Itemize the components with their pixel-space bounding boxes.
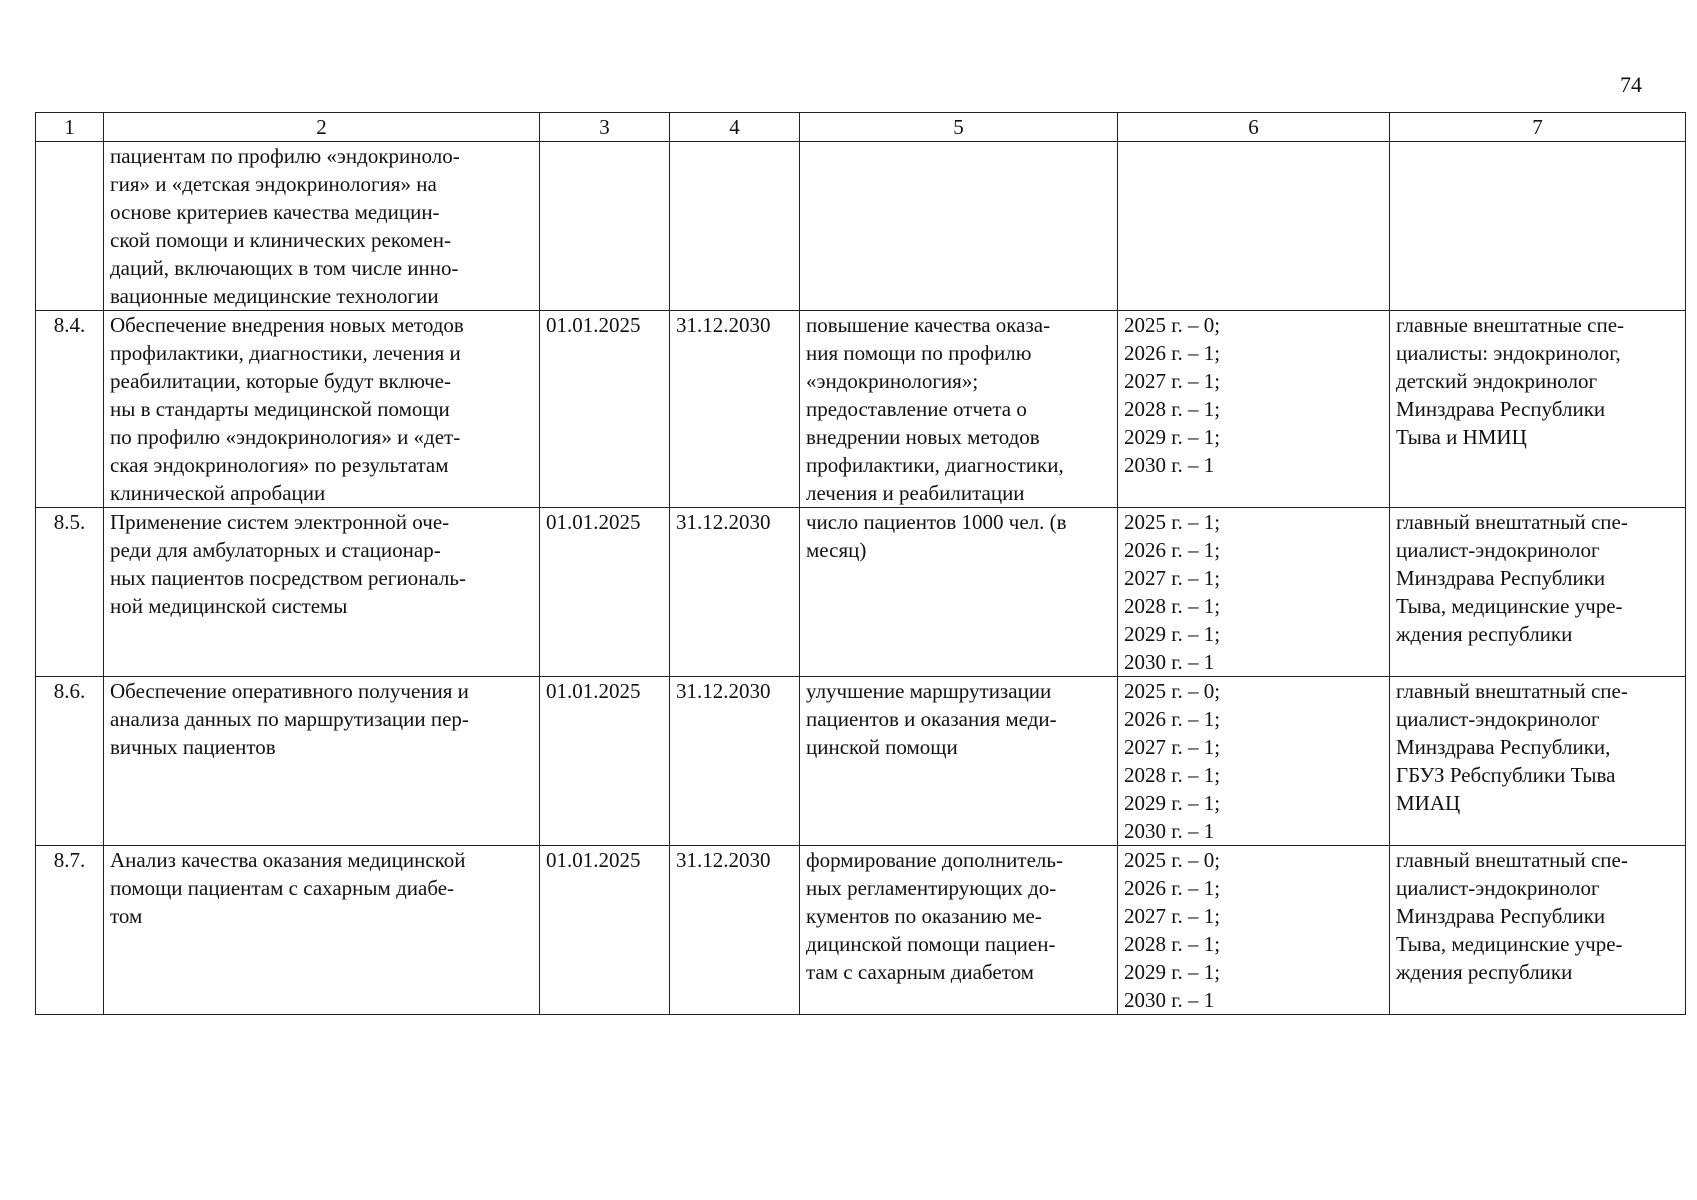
activity-table [35,112,1686,1015]
end-date-cell [670,142,800,311]
responsible-cell: главный внештатный спе- циалист-эндокринолог Минздрава Республики Тыва, медицинские учре- ждения республики [1390,846,1686,1015]
responsible-cell [1390,142,1686,311]
column-header-1: 1 [36,113,104,142]
start-date-cell [540,142,670,311]
result-cell: повышение качества оказа- ния помощи по профилю «эндокринология»; предоставление отчета о внедрении новых методов профилактики, диагностики, лечения и реабилитации [800,311,1118,508]
indicators-cell: 2025 г. – 0; 2026 г. – 1; 2027 г. – 1; 2028 г. – 1; 2029 г. – 1; 2030 г. – 1 [1118,846,1390,1015]
table-row [36,677,1686,846]
indicators-cell: 2025 г. – 0; 2026 г. – 1; 2027 г. – 1; 2028 г. – 1; 2029 г. – 1; 2030 г. – 1 [1118,677,1390,846]
header-row [36,113,1686,142]
row-number [36,142,104,311]
indicators-cell: 2025 г. – 1; 2026 г. – 1; 2027 г. – 1; 2028 г. – 1; 2029 г. – 1; 2030 г. – 1 [1118,508,1390,677]
column-header-3: 3 [540,113,670,142]
result-cell: улучшение маршрутизации пациентов и оказания меди- цинской помощи [800,677,1118,846]
result-cell: число пациентов 1000 чел. (в месяц) [800,508,1118,677]
activity-cell: Анализ качества оказания медицинской помощи пациентам с сахарным диабе- том [104,846,540,1015]
start-date-cell: 01.01.2025 [540,677,670,846]
column-header-7: 7 [1390,113,1686,142]
row-number: 8.6. [36,677,104,846]
responsible-cell: главный внештатный спе- циалист-эндокринолог Минздрава Республики Тыва, медицинские учре- ждения республики [1390,508,1686,677]
column-header-2: 2 [104,113,540,142]
end-date-cell: 31.12.2030 [670,311,800,508]
responsible-cell: главные внештатные спе- циалисты: эндокринолог, детский эндокринолог Минздрава Республики Тыва и НМИЦ [1390,311,1686,508]
end-date-cell: 31.12.2030 [670,677,800,846]
activity-cell: Обеспечение оперативного получения и анализа данных по маршрутизации пер- вичных пациентов [104,677,540,846]
column-header-4: 4 [670,113,800,142]
table-row [36,846,1686,1015]
start-date-cell: 01.01.2025 [540,846,670,1015]
row-number: 8.7. [36,846,104,1015]
start-date-cell: 01.01.2025 [540,311,670,508]
end-date-cell: 31.12.2030 [670,508,800,677]
result-cell: формирование дополнитель- ных регламентирующих до- кументов по оказанию ме- дицинской помощи пациен- там с сахарным диабетом [800,846,1118,1015]
indicators-cell [1118,142,1390,311]
table-row-continuation [36,142,1686,311]
activity-cell: Применение систем электронной оче- реди для амбулаторных и стационар- ных пациентов посредством региональ- ной медицинской системы [104,508,540,677]
row-number: 8.4. [36,311,104,508]
table-row [36,311,1686,508]
table-row [36,508,1686,677]
indicators-cell: 2025 г. – 0; 2026 г. – 1; 2027 г. – 1; 2028 г. – 1; 2029 г. – 1; 2030 г. – 1 [1118,311,1390,508]
column-header-6: 6 [1118,113,1390,142]
row-number: 8.5. [36,508,104,677]
page-number: 74 [1620,72,1642,97]
activity-cell: пациентам по профилю «эндокриноло- гия» и «детская эндокринология» на основе критериев качества медицин- ской помощи и клинических рекомен- даций, включающих в том числе инно- вационные медицинские технологии [104,142,540,311]
column-header-5: 5 [800,113,1118,142]
activity-cell: Обеспечение внедрения новых методов профилактики, диагностики, лечения и реабилитации, которые будут включе- ны в стандарты медицинской помощи по профилю «эндокринология» и «дет- ская эндокринология» по результатам клинической апробации [104,311,540,508]
result-cell [800,142,1118,311]
end-date-cell: 31.12.2030 [670,846,800,1015]
start-date-cell: 01.01.2025 [540,508,670,677]
responsible-cell: главный внештатный спе- циалист-эндокринолог Минздрава Республики, ГБУЗ Ребспублики Тыва МИАЦ [1390,677,1686,846]
